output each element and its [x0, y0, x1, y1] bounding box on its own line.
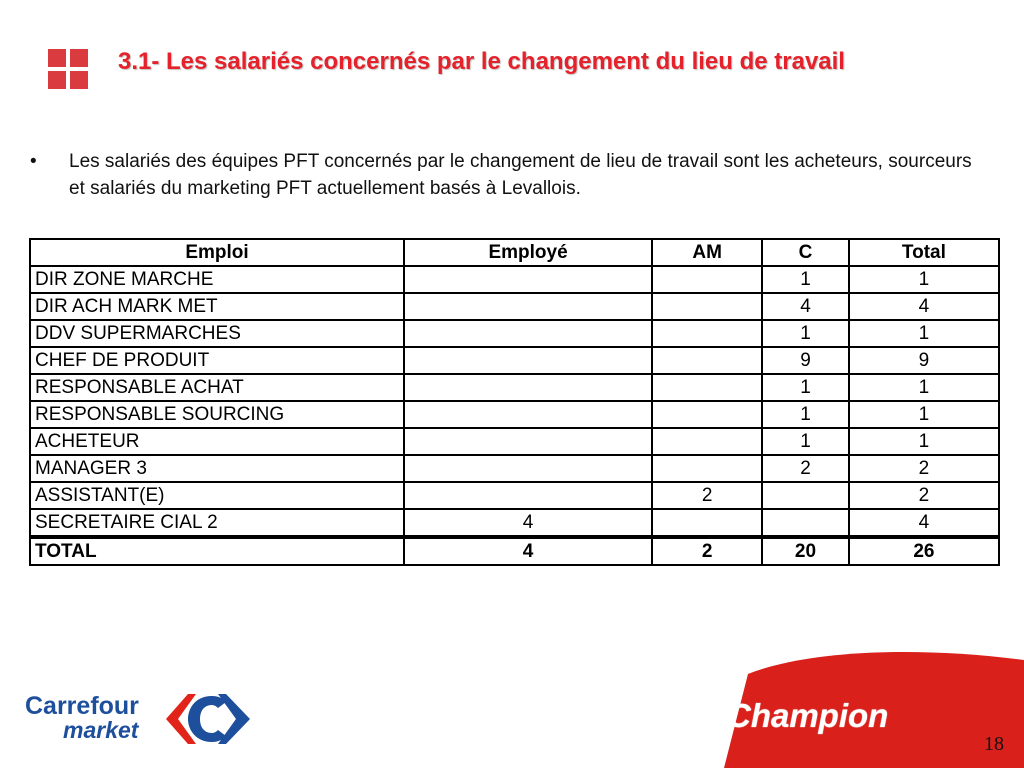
cell-c: 2: [762, 455, 849, 482]
cell-total: 1: [849, 401, 999, 428]
cell-total: 2: [849, 455, 999, 482]
cell-emploi: SECRETAIRE CIAL 2: [30, 509, 404, 537]
cell-employe: [404, 374, 652, 401]
cell-emploi: CHEF DE PRODUIT: [30, 347, 404, 374]
table-row: [30, 482, 999, 509]
cell-am: [652, 320, 762, 347]
table-header-row: [30, 239, 999, 266]
header-employe: Employé: [404, 239, 652, 266]
cell-employe: [404, 347, 652, 374]
page-number: 18: [984, 733, 1004, 755]
cell-emploi: MANAGER 3: [30, 455, 404, 482]
cell-c: 1: [762, 320, 849, 347]
table-row: [30, 293, 999, 320]
cell-am: [652, 347, 762, 374]
cell-total: 1: [849, 320, 999, 347]
cell-am: [652, 374, 762, 401]
cell-total: 4: [849, 509, 999, 537]
slide-title: 3.1- Les salariés concernés par le changement du lieu de travail: [118, 48, 845, 75]
cell-employe: [404, 266, 652, 293]
table-row: [30, 401, 999, 428]
table-row: [30, 374, 999, 401]
employees-table: [29, 238, 1000, 566]
header-total: Total: [849, 239, 999, 266]
cell-emploi: DIR ZONE MARCHE: [30, 266, 404, 293]
cell-am: [652, 401, 762, 428]
cell-c: 1: [762, 428, 849, 455]
cell-employe: [404, 293, 652, 320]
cell-c: 1: [762, 266, 849, 293]
cell-emploi: DIR ACH MARK MET: [30, 293, 404, 320]
cell-emploi: ASSISTANT(E): [30, 482, 404, 509]
champion-logo-text: Champion: [727, 697, 889, 734]
cell-am: [652, 428, 762, 455]
cell-am: [652, 455, 762, 482]
carrefour-logo-icon: [160, 690, 252, 748]
total-total: 26: [849, 537, 999, 565]
cell-c: [762, 482, 849, 509]
cell-am: 2: [652, 482, 762, 509]
bullet-marker: •: [30, 151, 37, 172]
total-c: 20: [762, 537, 849, 565]
cell-employe: 4: [404, 509, 652, 537]
table-row: [30, 266, 999, 293]
cell-employe: [404, 401, 652, 428]
header-am: AM: [652, 239, 762, 266]
cell-emploi: RESPONSABLE SOURCING: [30, 401, 404, 428]
cell-employe: [404, 320, 652, 347]
cell-total: 9: [849, 347, 999, 374]
table-row: [30, 347, 999, 374]
total-am: 2: [652, 537, 762, 565]
cell-emploi: RESPONSABLE ACHAT: [30, 374, 404, 401]
cell-c: 1: [762, 374, 849, 401]
cell-am: [652, 293, 762, 320]
cell-am: [652, 266, 762, 293]
cell-emploi: DDV SUPERMARCHES: [30, 320, 404, 347]
cell-total: 2: [849, 482, 999, 509]
table-row: [30, 428, 999, 455]
cell-c: 1: [762, 401, 849, 428]
bullet-text: Les salariés des équipes PFT concernés par le changement de lieu de travail sont les acheteurs, sourceurs et salariés du marketing PFT actuellement basés à Levallois.: [69, 151, 972, 199]
table-row: [30, 455, 999, 482]
square-top-left: [48, 49, 66, 67]
table-row: [30, 509, 999, 537]
square-bottom-right: [70, 71, 88, 89]
cell-c: [762, 509, 849, 537]
cell-employe: [404, 428, 652, 455]
carrefour-market-logo-text: [25, 694, 139, 742]
square-bottom-left: [48, 71, 66, 89]
cell-c: 9: [762, 347, 849, 374]
header-emploi: Emploi: [30, 239, 404, 266]
cell-employe: [404, 482, 652, 509]
total-label: TOTAL: [30, 537, 404, 565]
table-row: [30, 320, 999, 347]
title-squares-icon: [48, 49, 88, 89]
carrefour-brand: Carrefour: [25, 692, 139, 720]
cell-total: 1: [849, 374, 999, 401]
cell-am: [652, 509, 762, 537]
cell-employe: [404, 455, 652, 482]
header-c: C: [762, 239, 849, 266]
table-total-row: [30, 537, 999, 565]
cell-total: 4: [849, 293, 999, 320]
carrefour-market-sub: market: [63, 717, 139, 743]
bullet-paragraph: [30, 148, 980, 202]
cell-emploi: ACHETEUR: [30, 428, 404, 455]
cell-total: 1: [849, 428, 999, 455]
total-employe: 4: [404, 537, 652, 565]
cell-total: 1: [849, 266, 999, 293]
cell-c: 4: [762, 293, 849, 320]
square-top-right: [70, 49, 88, 67]
